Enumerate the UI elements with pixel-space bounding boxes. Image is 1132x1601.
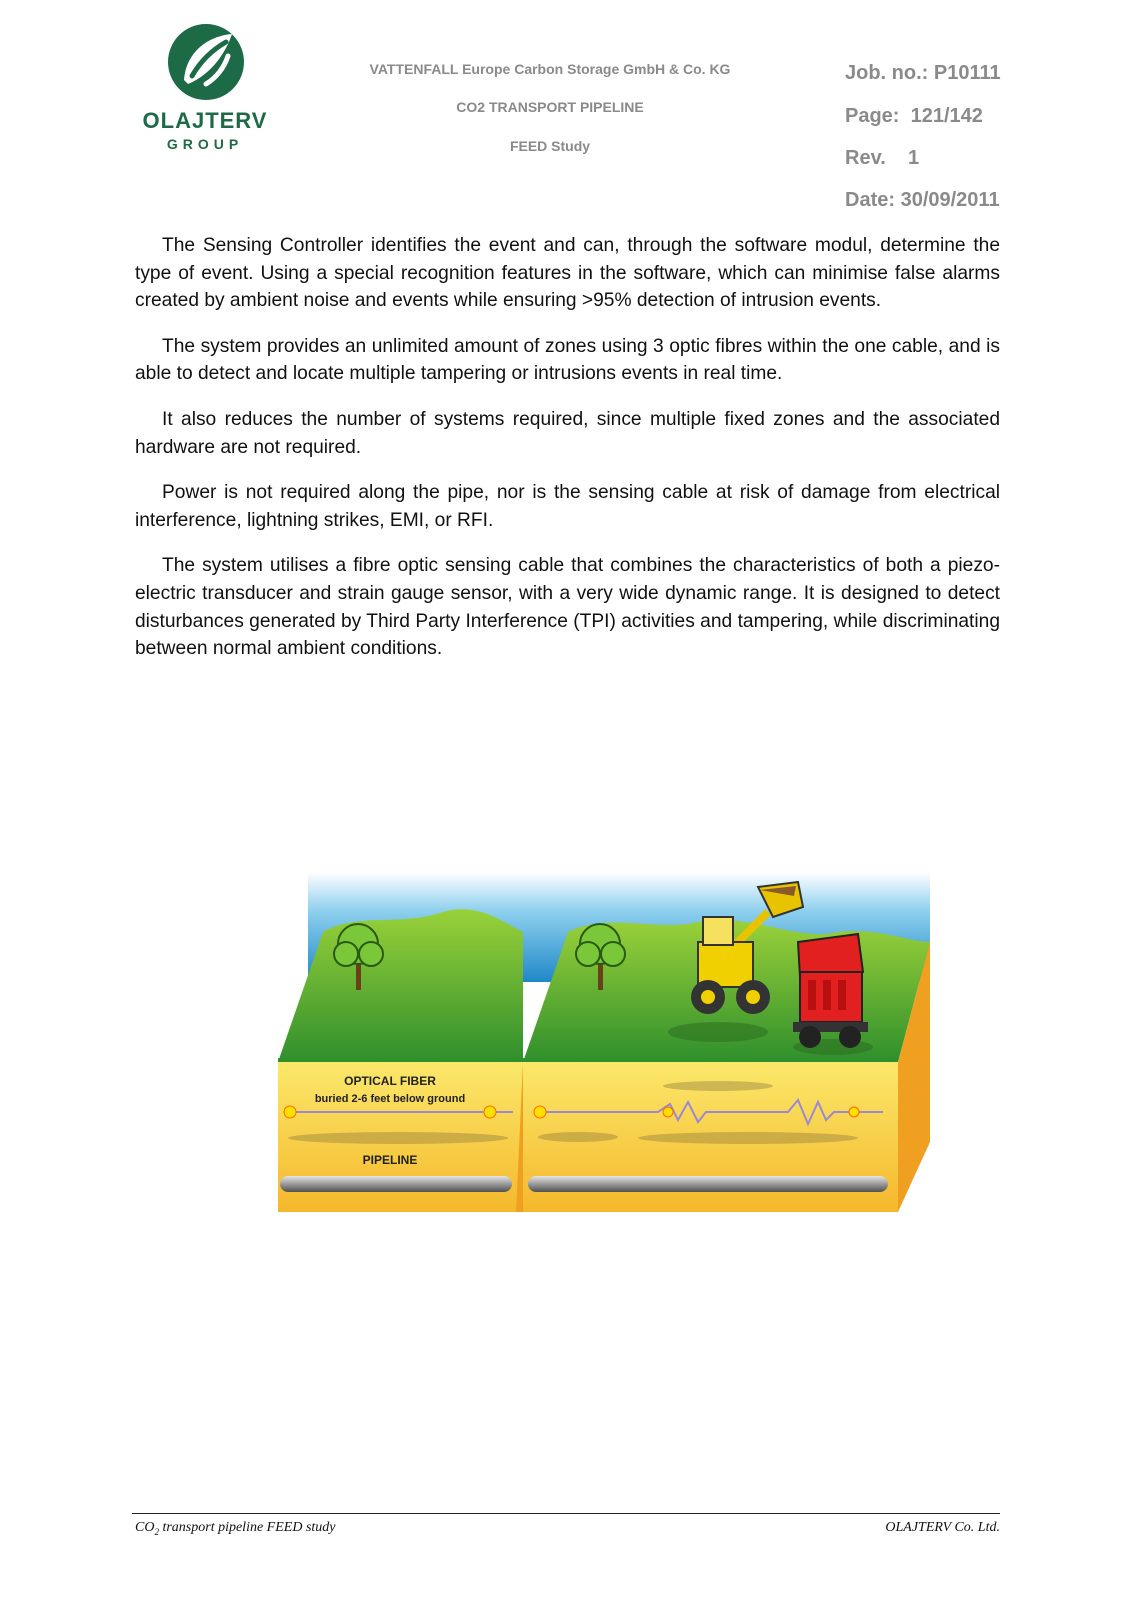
header-company: VATTENFALL Europe Carbon Storage GmbH & Co. KG <box>369 61 731 77</box>
pipeline-left <box>280 1176 512 1192</box>
paragraph-4: Power is not required along the pipe, nor is the sensing cable at risk of damage from electrical interference, lightning strikes, EMI, or RFI. <box>135 482 1000 531</box>
body-text <box>135 232 1000 681</box>
pipeline-right <box>528 1176 888 1192</box>
logo-brand-text: OLAJTERV <box>142 108 268 133</box>
paragraph-1: The Sensing Controller identifies the event and can, through the software modul, determine the type of event. Using a special recognition features in the software, which can minimise false alarms created by ambient noise and events while ensuring >95% detection of intrusion events. <box>135 235 1000 312</box>
logo-group-text: GROUP <box>166 136 244 152</box>
label-pipeline: PIPELINE <box>362 1153 418 1167</box>
footer-left: $CO_2$ transport pipeline FEED study <box>135 1520 336 1537</box>
olajterv-logo <box>140 22 280 157</box>
header-project: CO2 TRANSPORT PIPELINE <box>456 99 644 115</box>
paragraph-5: The system utilises a fibre optic sensing cable that combines the characteristics of both a piezo-electric transducer and strain gauge sensor, with a very wide dynamic range. It is designed to detect disturbances generated by Third Party Interference (TPI) activities and tampering, while discriminating between normal ambient conditions. <box>135 555 1000 660</box>
label-buried-depth: buried 2-6 feet below ground <box>314 1093 466 1105</box>
fiber-optic-illustration <box>278 872 930 1234</box>
illustration-svg <box>278 872 930 1234</box>
footer-divider <box>132 1513 1000 1514</box>
header-rev: Rev. 1 <box>845 147 920 169</box>
header-page: Page: 121/142 <box>845 105 983 127</box>
header-study: FEED Study <box>509 138 591 154</box>
header-job-no: Job. no.: P10111 <box>845 62 1001 84</box>
olajterv-leaf-icon <box>166 22 246 102</box>
label-optical-fiber: OPTICAL FIBER <box>344 1074 436 1088</box>
paragraph-3: It also reduces the number of systems required, since multiple fixed zones and the associated hardware are not required. <box>135 408 1000 458</box>
paragraph-2: The system provides an unlimited amount of zones using 3 optic fibres within the one cable, and is able to detect and locate multiple tampering or intrusions events in real time. <box>135 335 1000 385</box>
footer-right: OLAJTERV Co. Ltd. <box>885 1520 1000 1535</box>
header-date: Date: 30/09/2011 <box>845 189 1000 211</box>
